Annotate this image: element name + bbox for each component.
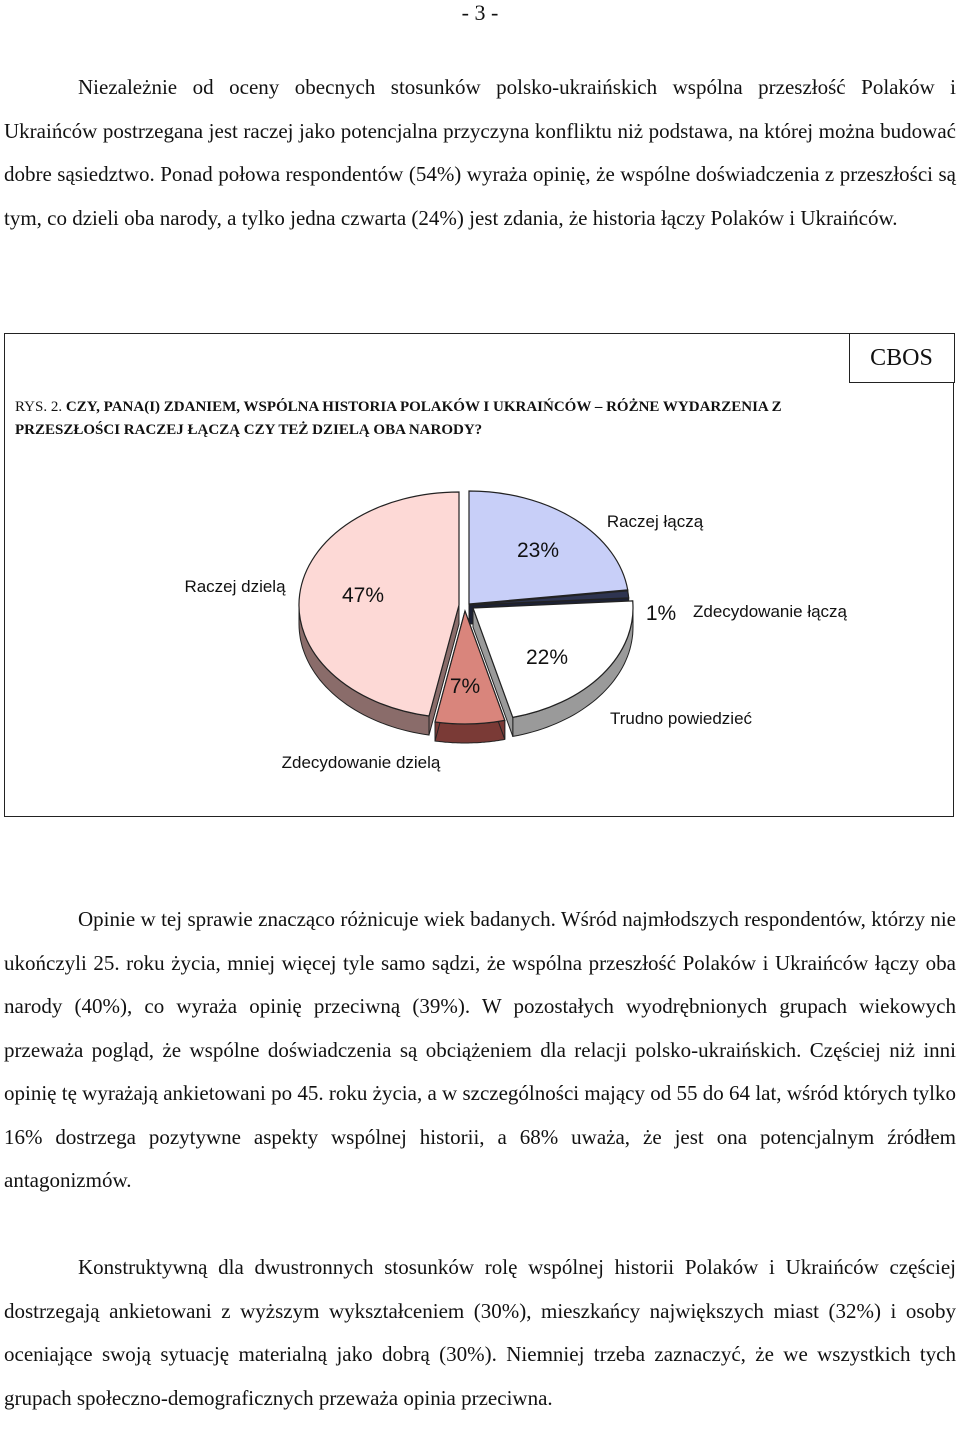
slice-category-label: Zdecydowanie łączą <box>692 602 848 621</box>
slice-category-label: Zdecydowanie dzielą <box>281 753 441 772</box>
page-number: - 3 - <box>461 0 499 25</box>
slice-category-label: Trudno powiedzieć <box>609 709 753 728</box>
paragraph-age: Opinie w tej sprawie znacząco różnicuje wiek badanych. Wśród najmłodszych respondentów, którzy nie ukończyli 25. roku życia, mniej więcej tyle samo sądzi, że wspólna przeszłość Polaków i Ukraińców łączy oba narody (40%), co wyraża opinię przeciwną (39%). W pozostałych wyodrębnionych grupach wiekowych przeważa pogląd, że wspólne doświadczenia są obciążeniem dla relacji polsko-ukraińskich. Częściej niż inni opinię tę wyrażają ankietowani po 45. roku życia, a w szczególności mający od 55 do 64 lat, wśród których tylko 16% dostrzega pozytywne aspekty wspólnej historii, a 68% uważa, że jest ona potencjalnym źródłem antagonizmów. <box>4 907 956 1192</box>
slice-category-label: Raczej dzielą <box>184 577 286 596</box>
slice-value-label: 22% <box>525 646 569 669</box>
paragraph-groups: Konstruktywną dla dwustronnych stosunków rolę wspólnej historii Polaków i Ukraińców częściej dostrzegają ankietowani z wyższym wykształceniem (30%), mieszkańcy największych miast (32%) i osoby oceniające swoją sytuację materialną jako dobrą (30%). Niemniej trzeba zaznaczyć, że we wszystkich tych grupach społeczno-demograficznych przeważa opinia przeciwna. <box>4 1255 956 1410</box>
figure-question: CZY, PANA(I) ZDANIEM, WSPÓLNA HISTORIA POLAKÓW I UKRAIŃCÓW – RÓŻNE WYDARZENIA Z PRZESZŁOŚCI RACZEJ ŁĄCZĄ CZY TEŻ DZIELĄ OBA NARODY? <box>15 399 782 438</box>
slice-value-label: 23% <box>516 539 560 562</box>
figure-box <box>4 333 954 817</box>
slice-value-label: 7% <box>449 675 481 698</box>
slice-value-label: 47% <box>341 584 385 607</box>
pie-chart <box>5 334 955 818</box>
slice-value-label: 1% <box>645 602 677 625</box>
source-label: CBOS <box>849 333 955 383</box>
slice-category-label: Raczej łączą <box>606 512 704 531</box>
paragraph-intro: Niezależnie od oceny obecnych stosunków polsko-ukraińskich wspólna przeszłość Polaków i Ukraińców postrzegana jest raczej jako potencjalna przyczyna konfliktu niż podstawa, na której można budować dobre sąsiedztwo. Ponad połowa respondentów (54%) wyraża opinię, że wspólne doświadczenia z przeszłości są tym, co dzieli oba narody, a tylko jedna czwarta (24%) jest zdania, że historia łączy Polaków i Ukraińców. <box>4 75 956 230</box>
figure-label: RYS. 2. <box>15 399 63 415</box>
